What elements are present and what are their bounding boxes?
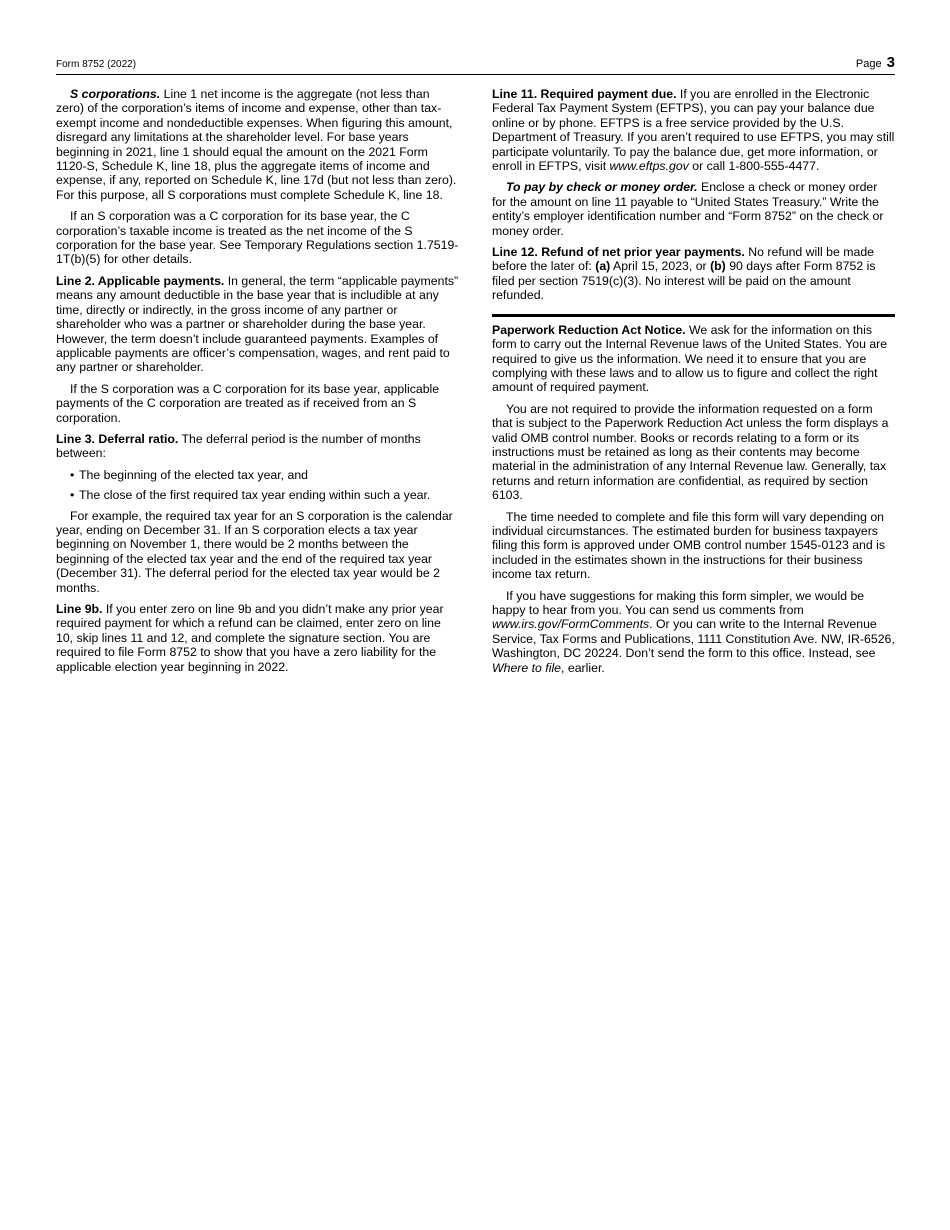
list-item bbox=[70, 468, 460, 482]
check-money-order-heading: To pay by check or money order. bbox=[506, 180, 698, 195]
line-12-text-3: 90 days after Form 8752 is filed per section 7519(c)(3). No interest will be paid on the amount refunded. bbox=[492, 259, 876, 303]
suggestions-text-2: . Or you can write to the Internal Revenue Service, Tax Forms and Publications, 1111 Constitution Ave. NW, IR-6526, Washington, DC 20224. Don’t send the form to this office. Instead, see bbox=[492, 617, 895, 661]
page-label: Page bbox=[855, 58, 882, 70]
suggestions-text-3: , earlier. bbox=[561, 660, 605, 675]
suggestions-text-1: If you have suggestions for making this form simpler, we would be happy to hear from you. You can send us comments from bbox=[492, 588, 865, 617]
eftps-link[interactable]: www.eftps.gov bbox=[609, 159, 689, 174]
section-divider bbox=[492, 314, 895, 317]
line-3-paragraph bbox=[56, 432, 460, 461]
list-item bbox=[70, 488, 460, 502]
page-number: 3 bbox=[886, 54, 895, 71]
line-2-heading: Line 2. Applicable payments. bbox=[56, 273, 225, 288]
line-12-text-2: April 15, 2023, or bbox=[610, 259, 711, 274]
s-corporations-paragraph bbox=[56, 87, 460, 202]
right-column bbox=[492, 87, 895, 682]
line-9b-paragraph bbox=[56, 602, 460, 674]
page-indicator bbox=[856, 54, 895, 74]
bullet-icon: • bbox=[70, 488, 75, 503]
s-corporations-heading: S corporations. bbox=[70, 87, 161, 101]
line-12-heading: Line 12. Refund of net prior year payments. bbox=[492, 245, 745, 260]
line-12-text-1: No refund will be made before the later of: bbox=[492, 245, 875, 274]
line-11-tail: or call 1-800-555-4477. bbox=[688, 159, 820, 174]
line-9b-text: If you enter zero on line 9b and you didn’t make any prior year required payment for which a refund can be claimed, enter zero on line 10, skip lines 11 and 12, and complete the signature section. You are required to file Form 8752 to show that you have a zero liability for the applicable election year beginning in 2022. bbox=[56, 602, 444, 674]
deferral-bullet-list bbox=[56, 468, 460, 503]
line-12-paragraph bbox=[492, 245, 895, 303]
line-2-text: In general, the term “applicable payments” means any amount deductible in the base year that is includible at any time, directly or indirectly, in the gross income of any partner or shareholder who was a partner or shareholder during the base year. However, the term doesn’t include guaranteed payments. Examples of applicable payments are officer’s compensation, wages, and rent paid to any partner or shareholder. bbox=[56, 273, 459, 375]
bullet-text: The beginning of the elected tax year, and bbox=[79, 467, 309, 482]
bullet-text: The close of the first required tax year ending within such a year. bbox=[79, 488, 431, 503]
paperwork-reduction-text: We ask for the information on this form to carry out the Internal Revenue laws of the United States. You are required to give us the information. We need it to ensure that you are complying with these laws and to allow us to figure and collect the right amount of required payment. bbox=[492, 322, 888, 395]
line-12-option-a: (a) bbox=[595, 259, 611, 274]
line-3-text: The deferral period is the number of months between: bbox=[56, 431, 421, 461]
line-11-paragraph bbox=[492, 87, 895, 173]
left-column bbox=[56, 87, 460, 681]
omb-control-paragraph: You are not required to provide the information requested on a form that is subject to the Paperwork Reduction Act unless the form displays a valid OMB control number. Books or records relating to a form or its instructions must be retained as long as their contents may become material in the administration of any Internal Revenue law. Generally, tax returns and return information are confidential, as required by section 6103. bbox=[492, 401, 889, 503]
line-2-paragraph bbox=[56, 274, 460, 375]
where-to-file-reference: Where to file bbox=[492, 660, 562, 675]
line-2-c-corp-paragraph: If the S corporation was a C corporation for its base year, applicable payments of the C corporation are treated as if received from an S corporation. bbox=[56, 381, 440, 425]
bullet-icon: • bbox=[70, 467, 75, 482]
line-3-heading: Line 3. Deferral ratio. bbox=[56, 431, 179, 446]
suggestions-paragraph bbox=[492, 589, 895, 675]
form-id: Form 8752 (2022) bbox=[56, 59, 137, 70]
check-money-order-text: Enclose a check or money order for the amount on line 11 payable to “United States Treasury.” Write the entity’s employer identification number and “Form 8752” on the check or money order. bbox=[492, 180, 884, 238]
line-11-text: If you are enrolled in the Electronic Federal Tax Payment System (EFTPS), you can pay your balance due online or by phone. EFTPS is a free service provided by the U.S. Department of Treasury. If you aren’t required to use EFTPS, you may still participate voluntarily. To pay the balance due, get more information, or enroll in EFTPS, visit bbox=[492, 87, 895, 174]
c-corp-base-year-paragraph: If an S corporation was a C corporation for its base year, the C corporation’s taxable income is treated as the net income of the S corporation for the base year. See Temporary Regulations section 1.7519-1T(b)(5) for other details. bbox=[56, 209, 459, 267]
line-11-heading: Line 11. Required payment due. bbox=[492, 87, 677, 101]
line-12-option-b: (b) bbox=[710, 259, 726, 274]
page-header bbox=[56, 54, 895, 75]
deferral-example-paragraph: For example, the required tax year for an S corporation is the calendar year, ending on December 31. If an S corporation elects a tax year beginning on November 1, there would be 2 months between the beginning of the elected tax year and the end of the required tax year (December 31). The deferral period for the elected tax year would be 2 months. bbox=[56, 508, 453, 595]
check-money-order-paragraph bbox=[492, 180, 895, 238]
line-9b-heading: Line 9b. bbox=[56, 602, 103, 616]
burden-estimate-paragraph: The time needed to complete and file this form will vary depending on individual circumstances. The estimated burden for business taxpayers filing this form is approved under OMB control number 1545-0123 and is included in the estimates shown in the instructions for their business income tax return. bbox=[492, 509, 886, 582]
s-corporations-text: Line 1 net income is the aggregate (not less than zero) of the corporation’s items of income and expense, other than tax-exempt income and nondeductible expenses. When figuring this amount, disregard any limitations at the shareholder level. For base years beginning in 2021, line 1 should equal the amount on the 2021 Form 1120-S, Schedule K, line 18, plus the aggregate items of income and expense, if any, reported on Schedule K, line 17d (but not less than zero). For this purpose, all S corporations must complete Schedule K, line 18. bbox=[56, 87, 457, 202]
paperwork-reduction-paragraph bbox=[492, 323, 895, 395]
paperwork-reduction-heading: Paperwork Reduction Act Notice. bbox=[492, 322, 686, 337]
form-comments-link[interactable]: www.irs.gov/FormComments bbox=[492, 617, 650, 632]
